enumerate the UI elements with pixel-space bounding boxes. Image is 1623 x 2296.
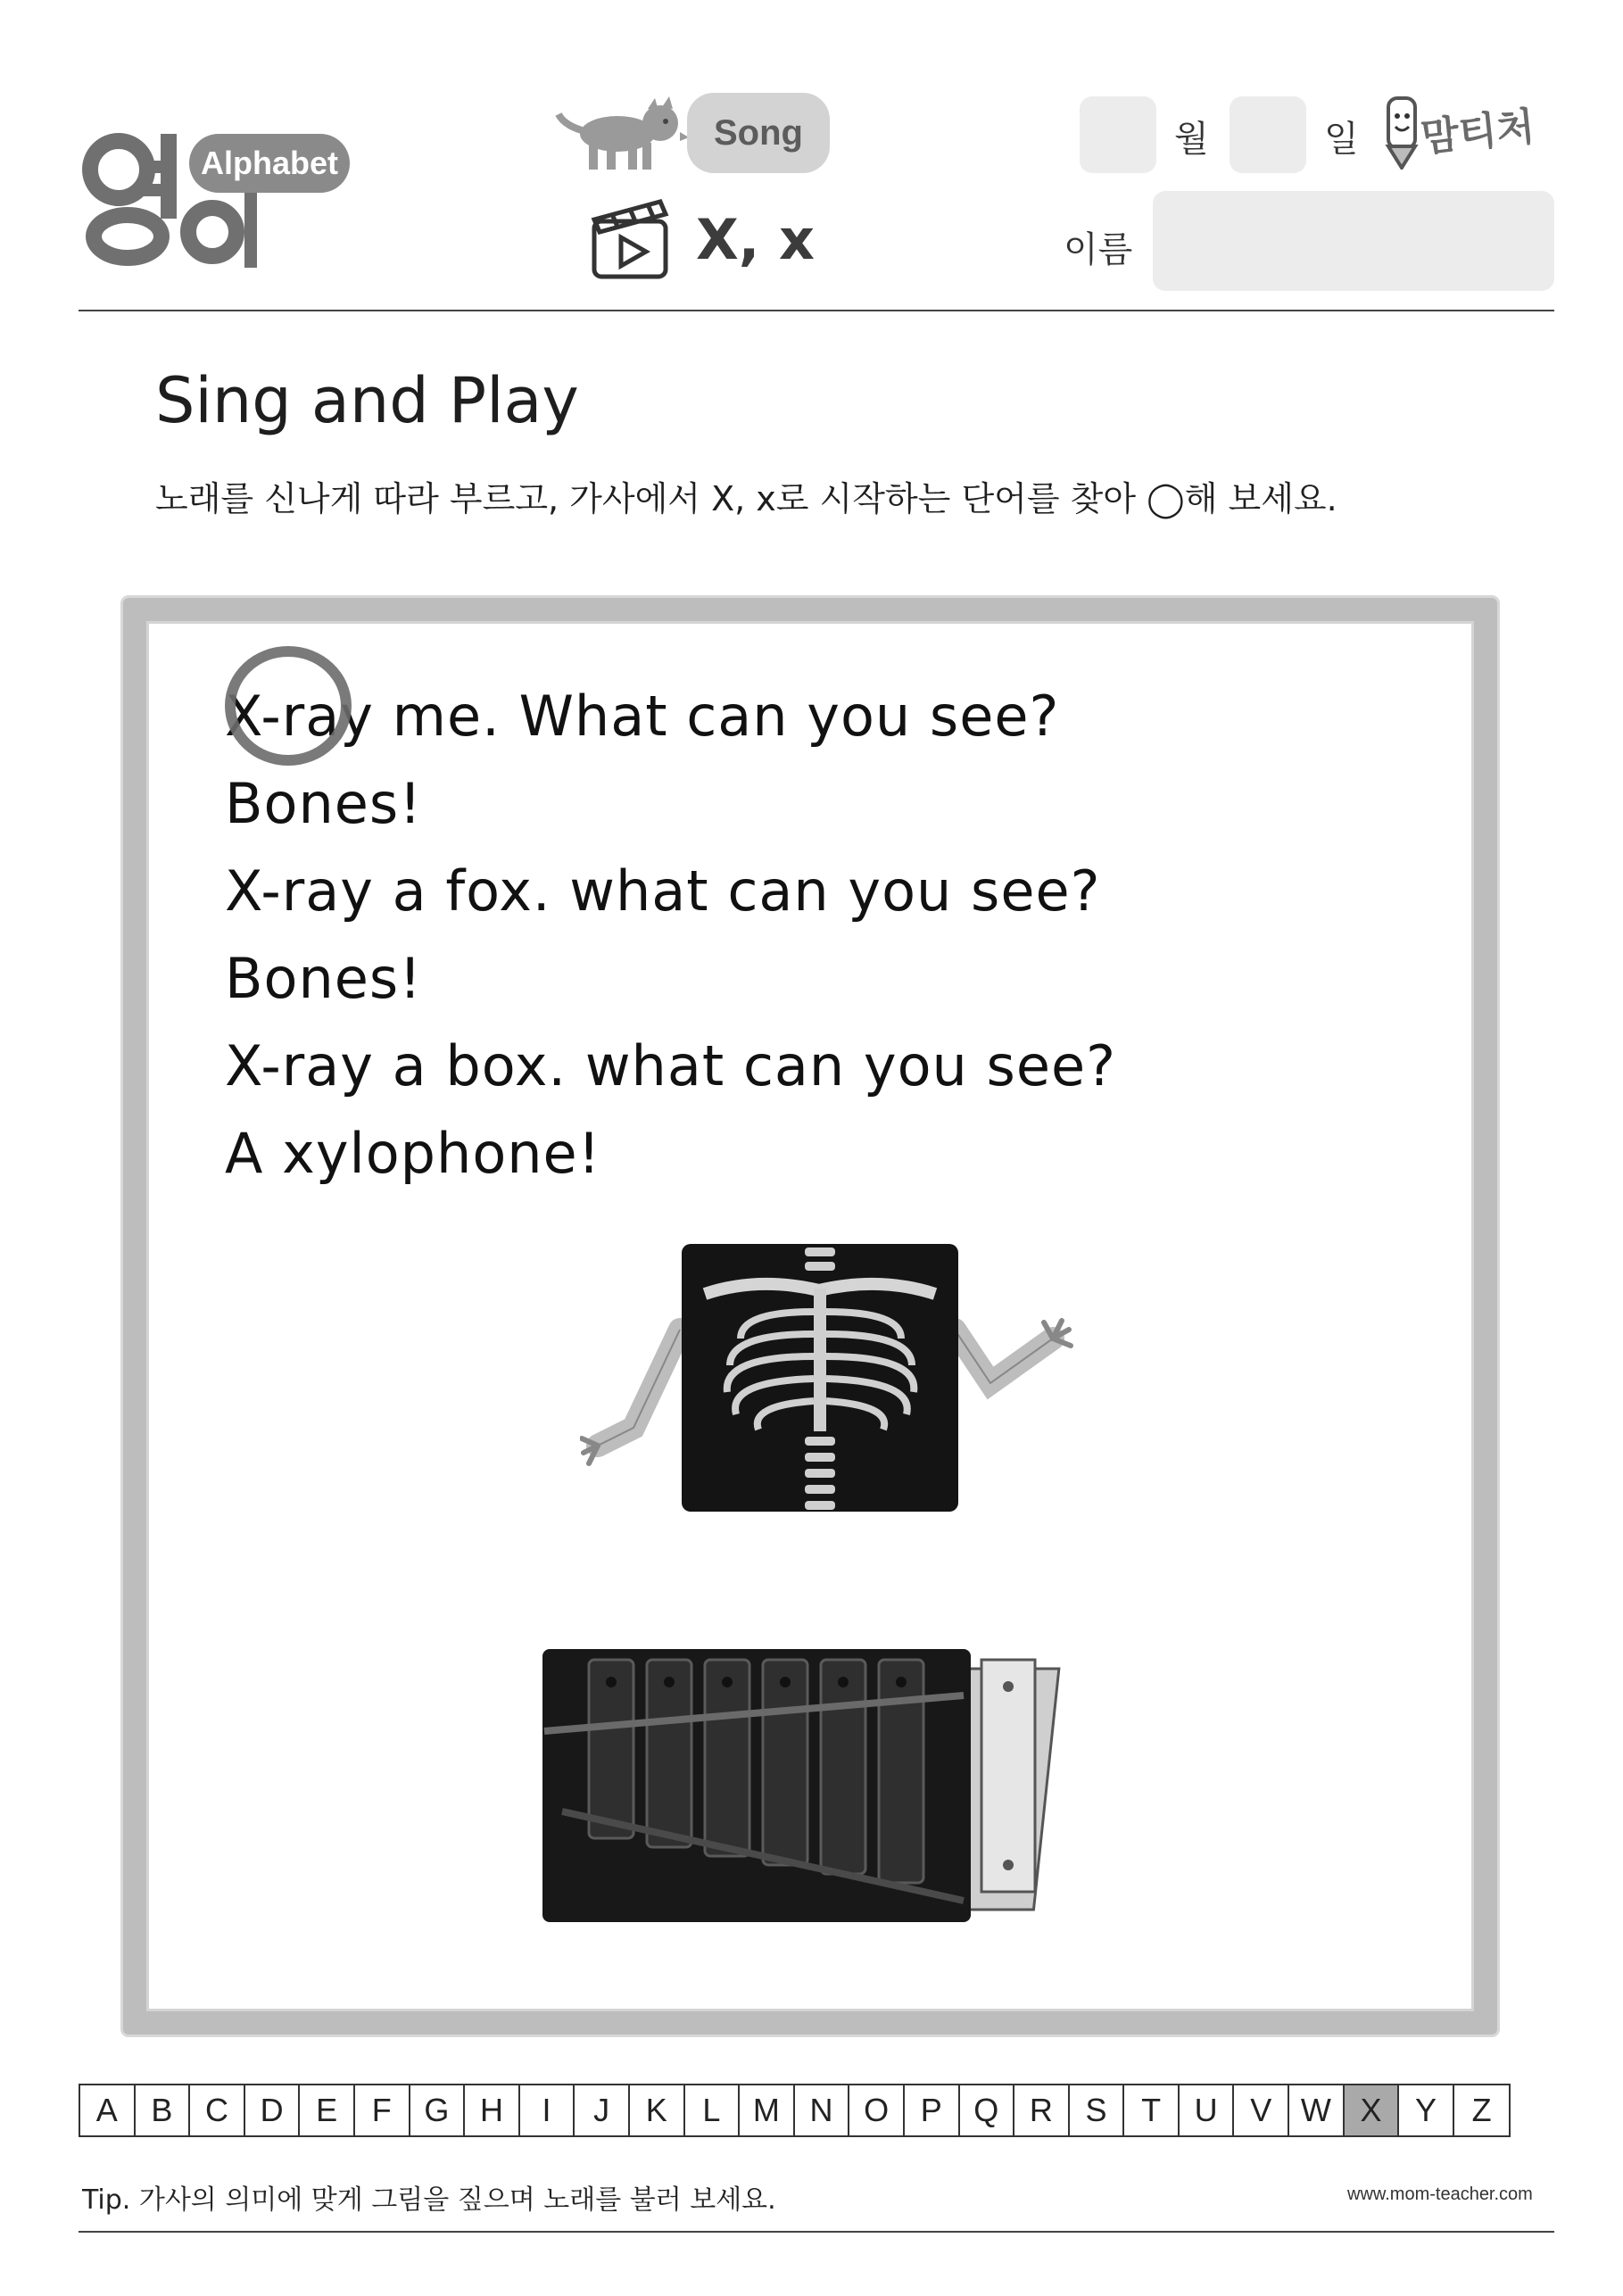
month-label: 월 bbox=[1174, 119, 1209, 160]
lyric-line: Bones! bbox=[225, 771, 423, 836]
day-label: 일 bbox=[1324, 119, 1359, 160]
header-divider bbox=[79, 310, 1554, 311]
alphabet-cell-u: U bbox=[1180, 2085, 1235, 2135]
tip-text: Tip. 가사의 의미에 맞게 그림을 짚으며 노래를 불러 보세요. bbox=[82, 2184, 776, 2216]
name-label: 이름 bbox=[1064, 229, 1133, 270]
alphabet-cell-e: E bbox=[300, 2085, 355, 2135]
alphabet-cell-m: M bbox=[740, 2085, 795, 2135]
brand-logo: 맘티처 bbox=[1419, 104, 1537, 162]
alphabet-cell-a: A bbox=[80, 2085, 136, 2135]
alphabet-cell-n: N bbox=[795, 2085, 850, 2135]
video-icon[interactable] bbox=[591, 195, 671, 284]
alphabet-cell-k: K bbox=[630, 2085, 685, 2135]
lyric-line: Bones! bbox=[225, 946, 423, 1011]
instructions: 노래를 신나게 따라 부르고, 가사에서 X, x로 시작하는 단어를 찾아 ◯해 보세요. bbox=[155, 479, 1337, 518]
alphabet-cell-r: R bbox=[1014, 2085, 1070, 2135]
alphabet-cell-v: V bbox=[1234, 2085, 1289, 2135]
footer-divider bbox=[79, 2231, 1554, 2233]
pencil-mascot-icon bbox=[1383, 93, 1422, 173]
alphabet-cell-l: L bbox=[685, 2085, 741, 2135]
alphabet-cell-g: G bbox=[410, 2085, 466, 2135]
category-badge: Song bbox=[687, 93, 830, 173]
website-link[interactable]: www.mom-teacher.com bbox=[1347, 2184, 1533, 2204]
lyrics-block bbox=[225, 673, 1116, 1198]
alphabet-cell-p: P bbox=[905, 2085, 960, 2135]
xray-skeleton-illustration bbox=[580, 1240, 1080, 1529]
lyric-line: A xylophone! bbox=[225, 1121, 601, 1186]
page-title: Sing and Play bbox=[155, 364, 579, 437]
dog-icon bbox=[555, 96, 689, 177]
alphabet-cell-c: C bbox=[190, 2085, 245, 2135]
lyric-line: X-ray a box. what can you see? bbox=[225, 1033, 1117, 1098]
lyric-line: X-ray a fox. what can you see? bbox=[225, 858, 1101, 924]
alphabet-cell-i: I bbox=[520, 2085, 576, 2135]
name-field[interactable] bbox=[1153, 191, 1554, 291]
alphabet-cell-f: F bbox=[355, 2085, 410, 2135]
alphabet-cell-q: Q bbox=[960, 2085, 1015, 2135]
lyric-line: X-ray me. What can you see? bbox=[225, 684, 1060, 749]
alphabet-cell-h: H bbox=[465, 2085, 520, 2135]
alphabet-cell-w: W bbox=[1289, 2085, 1345, 2135]
letter-title: X, x bbox=[696, 207, 815, 272]
alphabet-strip bbox=[79, 2084, 1511, 2137]
month-field[interactable] bbox=[1080, 96, 1156, 173]
alphabet-cell-y: Y bbox=[1399, 2085, 1454, 2135]
alphabet-cell-b: B bbox=[136, 2085, 191, 2135]
alphabet-cell-d: D bbox=[245, 2085, 301, 2135]
xylophone-illustration bbox=[535, 1642, 1071, 1931]
alphabet-cell-o: O bbox=[849, 2085, 905, 2135]
alphabet-cell-j: J bbox=[575, 2085, 630, 2135]
day-field[interactable] bbox=[1230, 96, 1306, 173]
alphabet-cell-x: X bbox=[1345, 2085, 1400, 2135]
alphabet-cell-s: S bbox=[1070, 2085, 1125, 2135]
alphabet-cell-t: T bbox=[1124, 2085, 1180, 2135]
alphabet-badge: Alphabet bbox=[189, 134, 350, 193]
alphabet-cell-z: Z bbox=[1471, 2092, 1492, 2128]
example-circle-mark bbox=[225, 646, 352, 766]
